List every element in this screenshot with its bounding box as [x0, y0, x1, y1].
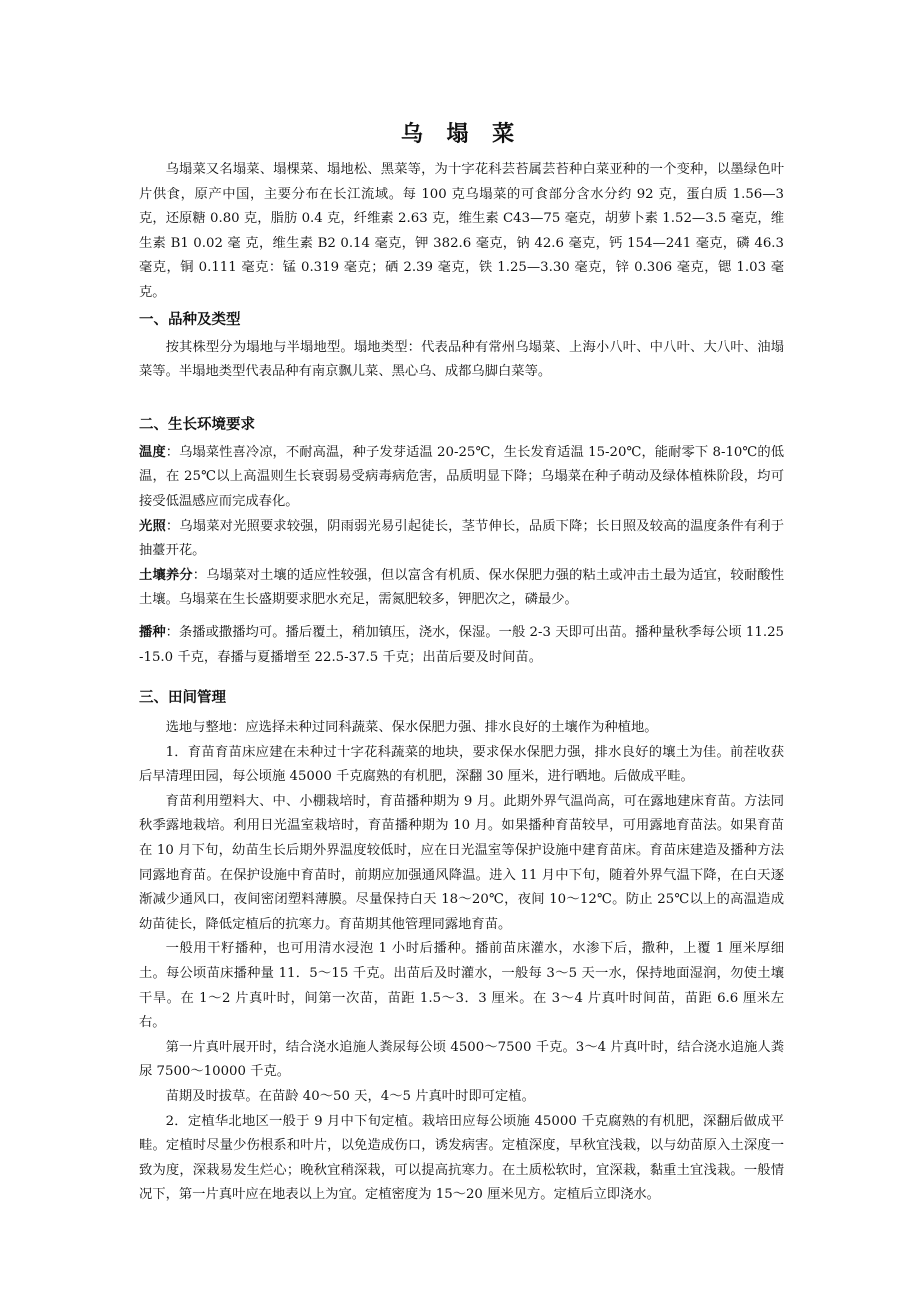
sowing-label: 播种	[139, 624, 166, 640]
light-paragraph	[139, 515, 784, 564]
seeding-paragraph: 一般用干籽播种，也可用清水浸泡 1 小时后播种。播前苗床灌水，水渗下后，撒种，上覆 1 厘米厚细土。每公顷苗床播种量 11．5～15 千克。出苗后及时灌水，一般每 3～5 天一水，保持地面湿润，勿使土壤干旱。在 1～2 片真叶时，间第一次苗，苗距 1.5～3．3 厘米。在 3～4 片真叶时间苗，苗距 6.6 厘米左右。	[139, 941, 784, 1031]
fertilizing-paragraph: 第一片真叶展开时，结合浇水追施人粪尿每公顷 4500～7500 千克。3～4 片真叶时，结合浇水追施人粪尿 7500～10000 千克。	[139, 1039, 784, 1080]
temperature-label: 温度	[139, 444, 166, 460]
seedbed-paragraph: 1．育苗育苗床应建在未种过十字花科蔬菜的地块，要求保水保肥力强，排水良好的壤土为佳。前茬收获后早清理田园，每公顷施 45000 千克腐熟的有机肥，深翻 30 厘米，进行晒地。后做成平畦。	[139, 744, 784, 785]
soil-paragraph	[139, 564, 784, 613]
light-text: ：乌塌菜对光照要求较强，阴雨弱光易引起徒长，茎节伸长，品质下降；长日照及较高的温度条件有利于抽薹开花。	[139, 518, 785, 559]
section-heading-environment: 二、生长环境要求	[139, 416, 255, 433]
sowing-text: ：条播或撒播均可。播后覆土，稍加镇压，浇水，保湿。一般 2-3 天即可出苗。播种量秋季每公顷 11.25-15.0 千克，春播与夏播增至 22.5-37.5 千克；出苗后要及时间苗。	[139, 624, 784, 665]
temperature-text: ：乌塌菜性喜冷凉，不耐高温，种子发芽适温 20-25℃，生长发育适温 15-20℃，能耐零下 8-10℃的低温，在 25℃以上高温则生长衰弱易受病毒病危害，品质明显下降；乌塌菜在种子萌动及绿体植株阶段，均可接受低温感应而完成春化。	[139, 444, 785, 509]
section-heading-field-management: 三、田间管理	[139, 690, 226, 707]
site-selection-paragraph: 选地与整地：应选择未种过同科蔬菜、保水保肥力强、排水良好的土壤作为种植地。	[165, 720, 658, 736]
transplanting-paragraph: 2．定植华北地区一般于 9 月中下旬定植。栽培田应每公顷施 45000 千克腐熟的有机肥，深翻后做成平畦。定植时尽量少伤根系和叶片，以免造成伤口，诱发病害。定植深度，早秋宜浅栽，以与幼苗原入土深度一致为度，深栽易发生烂心；晚秋宜稍深栽，可以提高抗寒力。在土质松软时，宜深栽，黏重土宜浅栽。一般情况下，第一片真叶应在地表以上为宜。定植密度为 15～20 厘米见方。定植后立即浇水。	[139, 1113, 784, 1203]
intro-paragraph: 乌塌菜又名塌菜、塌棵菜、塌地松、黑菜等，为十字花科芸苔属芸苔种白菜亚种的一个变种，以墨绿色叶片供食，原产中国，主要分布在长江流域。每 100 克乌塌菜的可食部分含水分约 92 克，蛋白质 1.56—3 克，还原糖 0.80 克，脂肪 0.4 克，纤维素 2.63 克，维生素 C43—75 毫克，胡萝卜素 1.52—3.5 毫克，维生素 B1 0.02 毫 克，维生素 B2 0.14 毫克，钾 382.6 毫克，钠 42.6 毫克，钙 154—241 毫克，磷 46.3 毫克，铜 0.111 毫克：锰 0.319 毫克；硒 2.39 毫克，铁 1.25—3.30 毫克，锌 0.306 毫克，锶 1.03 毫克。	[139, 162, 784, 300]
soil-text: ：乌塌菜对土壤的适应性较强，但以富含有机质、保水保肥力强的粘土或冲击土最为适宜，较耐酸性土壤。乌塌菜在生长盛期要求肥水充足，需氮肥较多，钾肥次之，磷最少。	[139, 567, 785, 608]
soil-label: 土壤养分	[139, 567, 193, 583]
document-page	[139, 120, 784, 1208]
page-title: 乌 塌 菜	[400, 122, 523, 147]
sowing-paragraph	[139, 621, 784, 670]
temperature-paragraph	[139, 441, 784, 515]
light-label: 光照	[139, 518, 166, 534]
section-heading-varieties: 一、品种及类型	[139, 311, 241, 328]
weeding-paragraph: 苗期及时拔草。在苗龄 40～50 天，4～5 片真叶时即可定植。	[165, 1089, 535, 1104]
nursery-paragraph: 育苗利用塑料大、中、小棚栽培时，育苗播种期为 9 月。此期外界气温尚高，可在露地建床育苗。方法同秋季露地栽培。利用日光温室栽培时，育苗播种期为 10 月。如果播种育苗较早，可用露地育苗法。如果育苗在 10 月下旬，幼苗生长后期外界温度较低时，应在日光温室等保护设施中建育苗床。育苗床建造及播种方法同露地育苗。在保护设施中育苗时，前期应加强通风降温。进入 11 月中下旬，随着外界气温下降，在白天逐渐减少通风口，夜间密闭塑料薄膜。尽量保持白天 18～20℃，夜间 10～12℃。防止 25℃以上的高温造成幼苗徒长，降低定植后的抗寒力。育苗期其他管理同露地育苗。	[139, 793, 784, 932]
varieties-paragraph: 按其株型分为塌地与半塌地型。塌地类型：代表品种有常州乌塌菜、上海小八叶、中八叶、大八叶、油塌菜等。半塌地类型代表品种有南京飘儿菜、黑心乌、成都乌脚白菜等。	[139, 339, 784, 380]
